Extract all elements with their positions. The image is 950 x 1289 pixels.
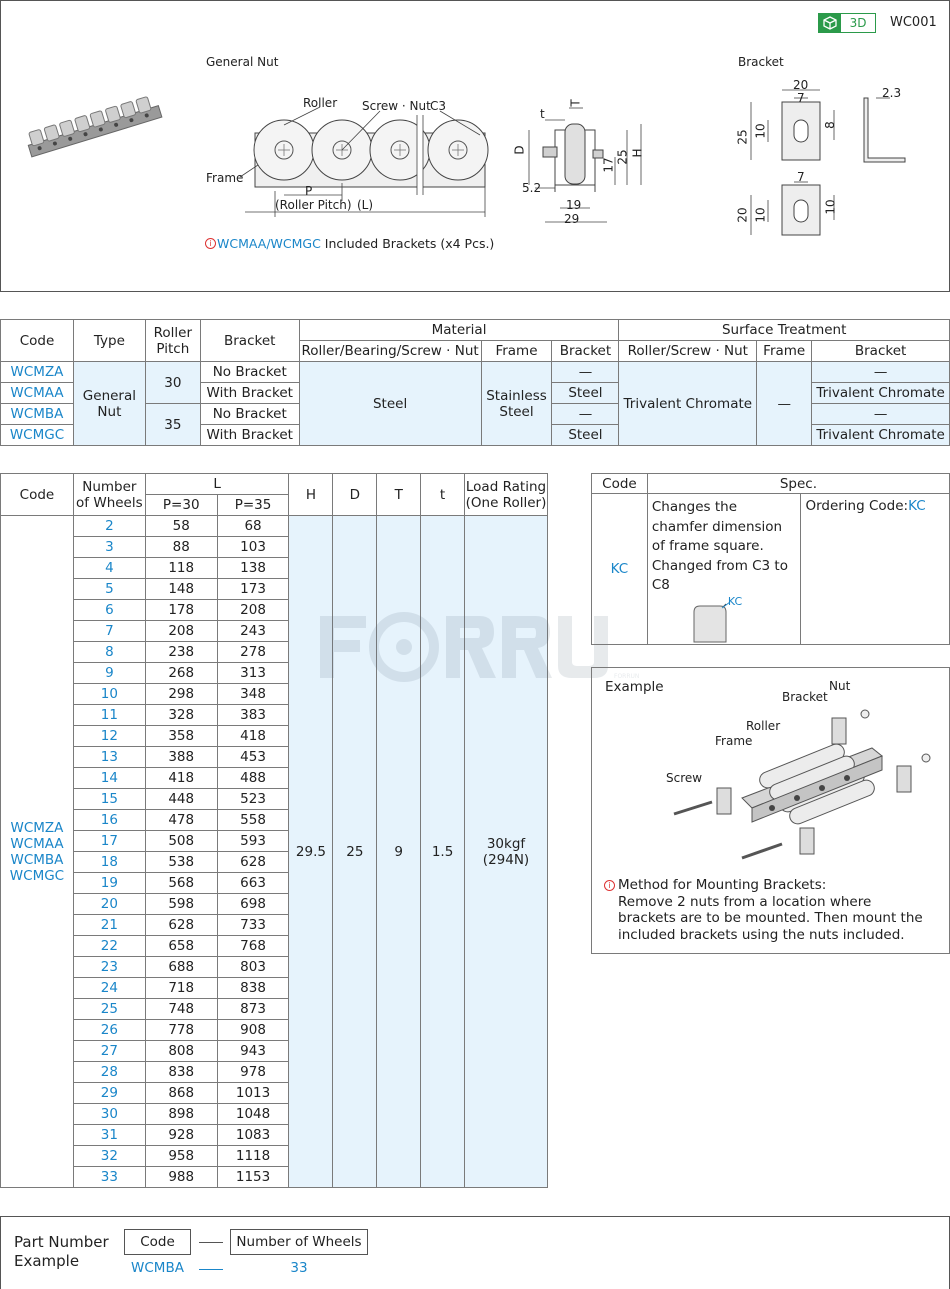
wheels-cell[interactable]: 17 <box>73 831 145 852</box>
wheels-cell[interactable]: 5 <box>73 579 145 600</box>
l-p30-cell: 328 <box>145 705 217 726</box>
bracket-dim-10b: 10 <box>753 207 768 223</box>
part-number-label: Part Number Example <box>14 1233 109 1270</box>
wheels-cell[interactable]: 24 <box>73 978 145 999</box>
l-p35-cell: 1118 <box>217 1146 289 1167</box>
header-p30: P=30 <box>145 495 217 516</box>
ordering-code[interactable]: KC <box>908 498 926 514</box>
material-bracket-cell: Steel <box>552 383 619 404</box>
l-p35-cell: 453 <box>217 747 289 768</box>
general-nut-title: General Nut <box>206 55 279 69</box>
code-cell[interactable]: WCMAA <box>1 383 74 404</box>
wheels-cell[interactable]: 32 <box>73 1146 145 1167</box>
l-p35-cell: 558 <box>217 810 289 831</box>
header-T: T <box>377 474 421 516</box>
wheels-cell[interactable]: 7 <box>73 621 145 642</box>
l-p30-cell: 628 <box>145 915 217 936</box>
spec-header-spec: Spec. <box>647 474 949 494</box>
material-roller-cell: Steel <box>299 362 481 446</box>
wheels-cell[interactable]: 12 <box>73 726 145 747</box>
header-surface-roller: Roller/Screw · Nut <box>619 341 757 362</box>
bracket-dim-20a: 20 <box>793 78 809 92</box>
screw-nut-label: Screw · Nut <box>362 99 431 113</box>
l-p30-cell: 448 <box>145 789 217 810</box>
mounting-note-body: Remove 2 nuts from a location where brackets are to be mounted. Then mount the included brackets using the nuts included. <box>618 893 923 943</box>
l-p35-cell: 943 <box>217 1041 289 1062</box>
bracket-dim-7b: 7 <box>797 170 805 184</box>
l-p30-cell: 118 <box>145 558 217 579</box>
code-cell[interactable]: WCMZA <box>1 362 74 383</box>
material-table <box>0 319 950 446</box>
ordering-label: Ordering Code: <box>805 498 909 514</box>
l-p35-cell: 313 <box>217 663 289 684</box>
l-p35-cell: 418 <box>217 726 289 747</box>
note-codes[interactable]: WCMAA/WCMGC <box>217 236 321 251</box>
header-t: t <box>421 474 465 516</box>
chamfer-icon <box>692 602 752 644</box>
l-p35-cell: 733 <box>217 915 289 936</box>
l-p35-cell: 278 <box>217 642 289 663</box>
l-p35-cell: 173 <box>217 579 289 600</box>
mounting-note-title: Method for Mounting Brackets: <box>618 877 827 893</box>
header-code: Code <box>1 474 74 516</box>
code-link[interactable]: WCMZA <box>10 819 64 836</box>
product-image <box>22 100 164 156</box>
spec-desc-cell <box>647 494 801 645</box>
wheels-cell[interactable]: 23 <box>73 957 145 978</box>
wheels-cell[interactable]: 29 <box>73 1083 145 1104</box>
wheels-cell[interactable]: 30 <box>73 1104 145 1125</box>
l-p35-cell: 873 <box>217 999 289 1020</box>
surface-bracket-cell: Trivalent Chromate <box>812 383 950 404</box>
example-nut-label: Nut <box>829 679 851 693</box>
dim-19: 19 <box>566 198 582 212</box>
codes-cell <box>1 516 74 1188</box>
pn-dash-value <box>199 1269 223 1270</box>
l-p35-cell: 628 <box>217 852 289 873</box>
material-bracket-cell: Steel <box>552 425 619 446</box>
bracket-dim-10a: 10 <box>753 123 768 139</box>
dim-25: 25 <box>615 149 630 165</box>
l-p30-cell: 58 <box>145 516 217 537</box>
example-frame-label: Frame <box>715 734 753 748</box>
bracket-cell: No Bracket <box>200 362 299 383</box>
header-code: Code <box>1 320 74 362</box>
material-bracket-cell: — <box>552 404 619 425</box>
l-p35-cell: 838 <box>217 978 289 999</box>
wheels-cell[interactable]: 3 <box>73 537 145 558</box>
l-p35-cell: 68 <box>217 516 289 537</box>
wheels-cell[interactable]: 28 <box>73 1062 145 1083</box>
table-row <box>1 516 548 537</box>
mounting-note <box>604 877 924 943</box>
wheels-cell[interactable]: 9 <box>73 663 145 684</box>
roller-pitch-label: (Roller Pitch) <box>275 198 352 212</box>
pitch-cell: 30 <box>145 362 200 404</box>
wheels-cell[interactable]: 19 <box>73 873 145 894</box>
header-L: L <box>145 474 289 495</box>
l-p30-cell: 688 <box>145 957 217 978</box>
l-p35-cell: 488 <box>217 768 289 789</box>
watermark-logo <box>318 612 640 682</box>
l-p30-cell: 988 <box>145 1167 217 1188</box>
dim-D: D <box>512 145 527 155</box>
code-cell[interactable]: WCMGC <box>1 425 74 446</box>
wheels-cell[interactable]: 25 <box>73 999 145 1020</box>
example-box <box>591 667 950 954</box>
wheels-cell[interactable]: 10 <box>73 684 145 705</box>
example-screw-label: Screw <box>666 771 703 785</box>
pitch-cell: 35 <box>145 404 200 446</box>
info-icon: i <box>604 880 615 891</box>
header-material: Material <box>299 320 619 341</box>
l-p30-cell: 838 <box>145 1062 217 1083</box>
header-material-bracket: Bracket <box>552 341 619 362</box>
l-p30-cell: 598 <box>145 894 217 915</box>
wheels-cell[interactable]: 21 <box>73 915 145 936</box>
load-cell: 30kgf (294N) <box>465 516 548 1188</box>
spec-ordering-cell <box>801 494 950 645</box>
spec-code-cell[interactable]: KC <box>592 494 648 645</box>
assembly-illustration <box>662 688 942 868</box>
dim-T: T <box>568 99 583 107</box>
wheels-cell[interactable]: 22 <box>73 936 145 957</box>
bracket-dim-2-3: 2.3 <box>882 86 902 100</box>
l-p35-cell: 768 <box>217 936 289 957</box>
l-p35-cell: 663 <box>217 873 289 894</box>
roller-label: Roller <box>303 96 338 110</box>
l-p35-cell: 1153 <box>217 1167 289 1188</box>
l-p35-cell: 908 <box>217 1020 289 1041</box>
d-cell: 25 <box>333 516 377 1188</box>
surface-bracket-cell: Trivalent Chromate <box>812 425 950 446</box>
header-roller-pitch: Roller Pitch <box>145 320 200 362</box>
l-p30-cell: 958 <box>145 1146 217 1167</box>
dim-29: 29 <box>564 212 580 226</box>
l-p30-cell: 478 <box>145 810 217 831</box>
header-load: Load Rating (One Roller) <box>465 474 548 516</box>
l-p30-cell: 928 <box>145 1125 217 1146</box>
code-link[interactable]: WCMGC <box>9 867 65 884</box>
T-cell: 9 <box>377 516 421 1188</box>
l-p35-cell: 1048 <box>217 1104 289 1125</box>
bracket-dim-8: 8 <box>822 121 837 129</box>
header-p35: P=35 <box>217 495 289 516</box>
kc-diagram <box>652 596 797 644</box>
wheels-cell[interactable]: 14 <box>73 768 145 789</box>
wheels-cell[interactable]: 2 <box>73 516 145 537</box>
l-p30-cell: 568 <box>145 873 217 894</box>
3d-label: 3D <box>849 16 867 30</box>
bracket-note <box>205 236 494 251</box>
dim-17: 17 <box>601 157 616 173</box>
watermark-text: FORRUN <box>614 673 640 680</box>
frame-label: Frame <box>206 171 244 185</box>
bracket-title: Bracket <box>738 55 784 69</box>
l-p35-cell: 523 <box>217 789 289 810</box>
l-p35-cell: 1013 <box>217 1083 289 1104</box>
table-row <box>1 362 950 383</box>
wheels-cell[interactable]: 33 <box>73 1167 145 1188</box>
surface-bracket-cell: — <box>812 404 950 425</box>
info-icon: i <box>205 238 216 249</box>
dim-5-2: 5.2 <box>522 181 542 195</box>
wheels-cell[interactable]: 26 <box>73 1020 145 1041</box>
example-bracket-label: Bracket <box>782 690 828 704</box>
series-code: WC001 <box>890 15 937 30</box>
header-wheels: Number of Wheels <box>73 474 145 516</box>
pn-wheels-header: Number of Wheels <box>230 1229 368 1255</box>
l-p30-cell: 358 <box>145 726 217 747</box>
header-bracket: Bracket <box>200 320 299 362</box>
bracket-dim-25: 25 <box>735 129 750 145</box>
surface-frame-cell: — <box>757 362 812 446</box>
spec-description: Changes the chamfer dimension of frame square. Changed from C3 to C8 <box>651 499 788 593</box>
l-p30-cell: 778 <box>145 1020 217 1041</box>
l-p30-cell: 388 <box>145 747 217 768</box>
length-table <box>0 473 548 1188</box>
l-p35-cell: 208 <box>217 600 289 621</box>
header-surface-frame: Frame <box>757 341 812 362</box>
wheels-cell[interactable]: 4 <box>73 558 145 579</box>
code-link[interactable]: WCMAA <box>10 835 64 852</box>
wheels-cell[interactable]: 16 <box>73 810 145 831</box>
l-p35-cell: 243 <box>217 621 289 642</box>
wheels-cell[interactable]: 13 <box>73 747 145 768</box>
l-p35-cell: 138 <box>217 558 289 579</box>
h-cell: 29.5 <box>289 516 333 1188</box>
l-p35-cell: 978 <box>217 1062 289 1083</box>
header-material-frame: Frame <box>481 341 552 362</box>
l-p35-cell: 803 <box>217 957 289 978</box>
l-p30-cell: 868 <box>145 1083 217 1104</box>
example-roller-label: Roller <box>746 719 781 733</box>
header-H: H <box>289 474 333 516</box>
part-number-example <box>0 1216 950 1289</box>
l-p30-cell: 808 <box>145 1041 217 1062</box>
spec-table <box>591 473 950 645</box>
c3-label: C3 <box>430 99 447 113</box>
pn-code-header: Code <box>124 1229 191 1255</box>
t-cell: 1.5 <box>421 516 465 1188</box>
l-p30-cell: 508 <box>145 831 217 852</box>
3d-button[interactable] <box>818 13 876 33</box>
bracket-dim-10c: 10 <box>823 199 838 215</box>
l-p30-cell: 898 <box>145 1104 217 1125</box>
pn-dash <box>199 1242 223 1243</box>
material-bracket-cell: — <box>552 362 619 383</box>
dim-t-small: t <box>540 107 545 121</box>
l-p35-cell: 383 <box>217 705 289 726</box>
bracket-dim-7a: 7 <box>797 91 805 105</box>
l-p30-cell: 658 <box>145 936 217 957</box>
surface-bracket-cell: — <box>812 362 950 383</box>
type-cell: General Nut <box>73 362 145 446</box>
cube-icon <box>819 14 841 32</box>
kc-tag: KC <box>727 594 743 608</box>
wheels-cell[interactable]: 18 <box>73 852 145 873</box>
bracket-drawing <box>750 80 930 240</box>
wheels-cell[interactable]: 11 <box>73 705 145 726</box>
l-p30-cell: 418 <box>145 768 217 789</box>
header-material-roller: Roller/Bearing/Screw · Nut <box>299 341 481 362</box>
l-label: (L) <box>357 198 374 212</box>
l-p35-cell: 103 <box>217 537 289 558</box>
bracket-cell: With Bracket <box>200 425 299 446</box>
bracket-cell: With Bracket <box>200 383 299 404</box>
l-p30-cell: 748 <box>145 999 217 1020</box>
l-p35-cell: 698 <box>217 894 289 915</box>
l-p35-cell: 1083 <box>217 1125 289 1146</box>
wheels-cell[interactable]: 6 <box>73 600 145 621</box>
header-surface-treatment: Surface Treatment <box>619 320 950 341</box>
l-p35-cell: 593 <box>217 831 289 852</box>
l-p30-cell: 268 <box>145 663 217 684</box>
header-type: Type <box>73 320 145 362</box>
pn-code-value[interactable]: WCMBA <box>131 1260 184 1276</box>
l-p30-cell: 88 <box>145 537 217 558</box>
l-p30-cell: 208 <box>145 621 217 642</box>
p-label: P <box>305 184 313 198</box>
l-p30-cell: 538 <box>145 852 217 873</box>
bracket-dim-20b: 20 <box>735 207 750 223</box>
material-frame-cell: Stainless Steel <box>481 362 552 446</box>
l-p30-cell: 148 <box>145 579 217 600</box>
dim-H: H <box>630 148 645 158</box>
l-p30-cell: 298 <box>145 684 217 705</box>
wheels-cell[interactable]: 15 <box>73 789 145 810</box>
l-p35-cell: 348 <box>217 684 289 705</box>
wheels-cell[interactable]: 20 <box>73 894 145 915</box>
wheels-cell[interactable]: 8 <box>73 642 145 663</box>
spec-header-code: Code <box>592 474 648 494</box>
code-link[interactable]: WCMBA <box>10 851 64 868</box>
l-p30-cell: 178 <box>145 600 217 621</box>
example-title: Example <box>605 679 664 695</box>
surface-roller-cell: Trivalent Chromate <box>619 362 757 446</box>
wheels-cell[interactable]: 27 <box>73 1041 145 1062</box>
note-text: Included Brackets (x4 Pcs.) <box>320 236 495 251</box>
bracket-cell: No Bracket <box>200 404 299 425</box>
code-cell[interactable]: WCMBA <box>1 404 74 425</box>
pn-wheels-value[interactable]: 33 <box>290 1260 308 1276</box>
header-surface-bracket: Bracket <box>812 341 950 362</box>
l-p30-cell: 718 <box>145 978 217 999</box>
header-D: D <box>333 474 377 516</box>
wheels-cell[interactable]: 31 <box>73 1125 145 1146</box>
l-p30-cell: 238 <box>145 642 217 663</box>
